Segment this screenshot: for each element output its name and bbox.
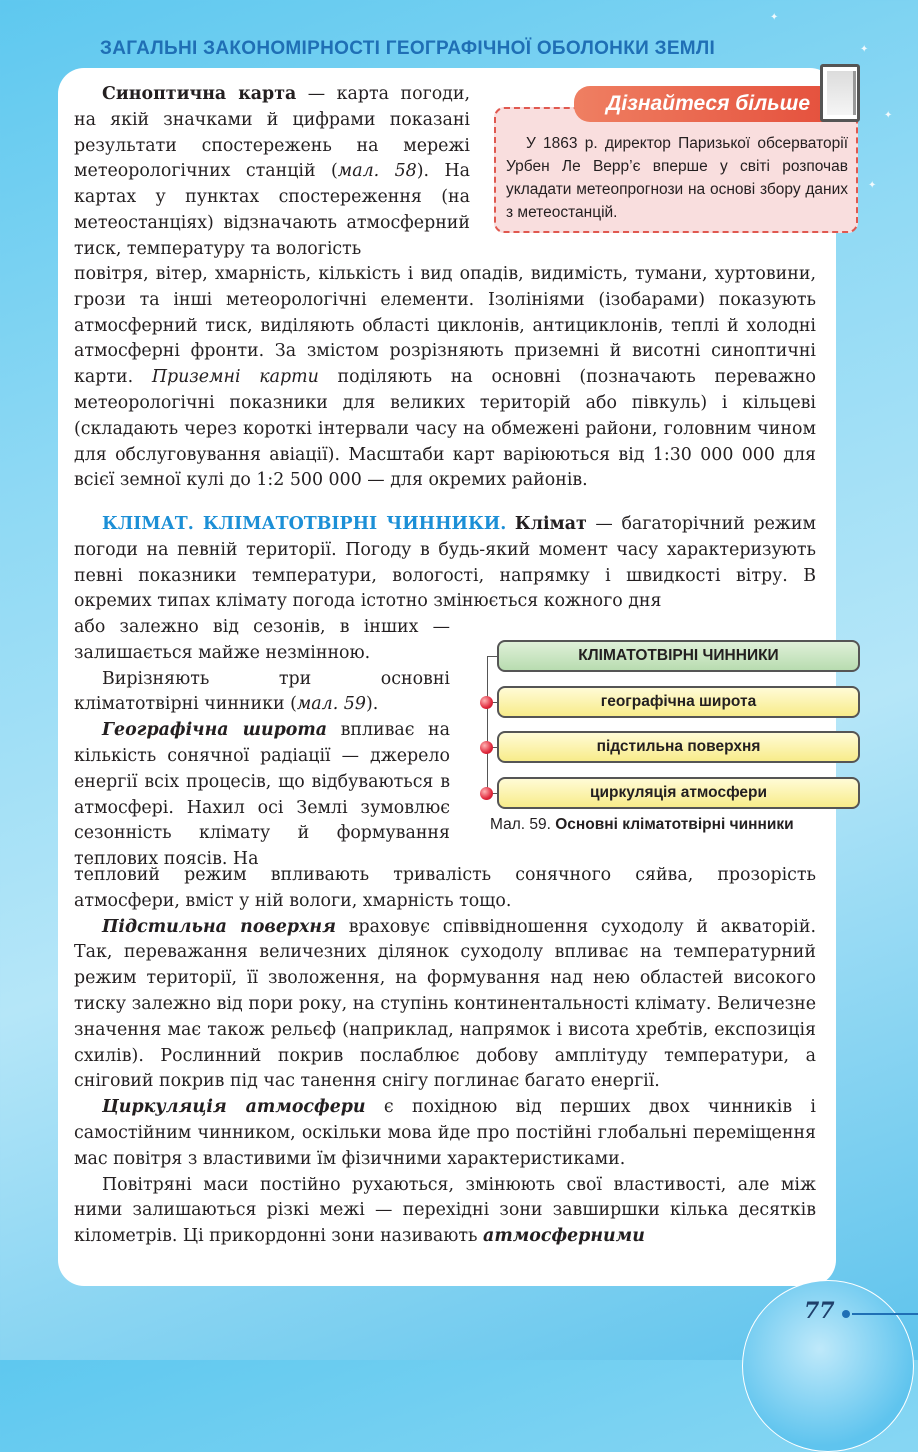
diagram-head: КЛІМАТОТВІРНІ ЧИННИКИ bbox=[497, 640, 860, 672]
star-icon: ✦ bbox=[770, 12, 779, 23]
term-latitude: Географічна широта bbox=[102, 720, 328, 741]
term-synoptic-map: Синоптична карта bbox=[102, 84, 297, 104]
paragraph-climate bbox=[74, 512, 816, 615]
bullet-dot-icon bbox=[480, 696, 493, 709]
text-span: Вирізняють три основні кліматотвірні чинники ( bbox=[74, 668, 450, 715]
text-span: Повітряні маси постійно рухаються, змінюють свої властивості, але між ними залишаються різкі межі — перехідні зони завширшки кілька десятків кілометрів. Ці прикордонні зони називають bbox=[74, 1174, 816, 1247]
bullet-dot-icon bbox=[480, 741, 493, 754]
text-span: ). На картах у пунктах спостереження (на метеостанціях) відзначають атмосферний тиск, температуру та вологість bbox=[74, 161, 471, 259]
star-icon: ✦ bbox=[884, 110, 893, 121]
paragraph-latitude bbox=[74, 718, 450, 873]
text-span: враховує співвідношення суходолу й акваторій. Так, переважання величезних ділянок суходолу впливає на температурний режим території, її зволоження, на формування над нею областей високого тиску залежно від пори року, на ступінь континентальності клімату. Величезне значення має також рельєф (наприклад, напрямок і висота хребтів, експозиція схилів). Рослинний покрив послаблює добову амплітуду температури, а сніговий покрив під час танення снігу поглинає багато енергії. bbox=[74, 916, 816, 1092]
text-span: — багаторічний режим погоди на певній території. Погоду в будь-який момент часу характеризують певні показники температури, вологості, напрямку і швидкості вітру. В окремих типах клімату погода істотно змінюється кожного дня bbox=[74, 514, 817, 612]
star-icon: ✦ bbox=[868, 180, 877, 191]
paragraph-air-masses bbox=[74, 1173, 816, 1250]
paragraph-latitude-cont: тепловий режим впливають тривалість сонячного сяйва, прозорість атмосфери, вміст у ній вологи, хмарність тощо. bbox=[74, 865, 816, 911]
text-span: — карта погоди, на якій значками й цифрами показані результати спостережень на мережі метеорологічних станцій ( bbox=[74, 84, 470, 182]
bullet-dot-icon bbox=[480, 787, 493, 800]
term-circulation: Циркуляція атмосфери bbox=[102, 1097, 366, 1118]
bookmark-icon bbox=[820, 64, 860, 122]
paragraph-climate-end: або залежно від сезонів, в інших — залишається майже незмінною. bbox=[74, 617, 450, 663]
figure-ref: мал. 59 bbox=[296, 694, 366, 715]
term-climate: Клімат bbox=[514, 514, 587, 534]
info-box-title: Дізнайтеся більше bbox=[574, 86, 824, 122]
paragraph-three-factors bbox=[74, 667, 450, 719]
caption-prefix: Мал. 59. bbox=[490, 816, 551, 833]
running-header: ЗАГАЛЬНІ ЗАКОНОМІРНОСТІ ГЕОГРАФІЧНОЇ ОБОЛОНКИ ЗЕМЛІ bbox=[100, 38, 716, 59]
term-underlying-surface: Підстильна поверхня bbox=[102, 916, 336, 937]
diagram-item: циркуляція атмосфери bbox=[497, 777, 860, 809]
text-span: повітря, вітер, хмарність, кількість і вид опадів, видимість, тумани, хуртовини, грози та інші метеорологічні елементи. Ізолініями (ізобарами) показують атмосферний тиск, виділяють області циклонів, антициклонів, теплі й холодні атмосферні фронти. За змістом розрізняють приземні й висотні синоптичні карти. bbox=[74, 264, 816, 388]
text-span: поділяють на основні (позначають переважно метеорологічні показники для великих територій або півкуль) і кільцеві (складають через короткі інтервали часу на обмежені райони, головним чином для обслуговування авіації). Масштаби карт варіюються від 1:30 000 000 для всієї земної кулі до 1:2 500 000 — для окремих районів. bbox=[74, 367, 816, 491]
full-column bbox=[74, 863, 816, 1250]
diagram-connector bbox=[487, 656, 500, 797]
term-atmospheric: атмосферними bbox=[483, 1226, 645, 1247]
text-span: впливає на кількість сонячної радіації — джерело енергії всіх процесів, що відбуваються в атмосфері. Нахил осі Землі зумовлює сезонність клімату й формування теплових поясів. На bbox=[74, 720, 451, 870]
page-number: 77 bbox=[804, 1298, 835, 1324]
text-span: є похідною від перших двох чинників і самостійним чинником, оскільки мова йде про постійні глобальні переміщення мас повітря з властивими їм фізичними характеристиками. bbox=[74, 1097, 816, 1169]
caption-title: Основні кліматотвірні чинники bbox=[555, 816, 794, 833]
paragraph-circulation bbox=[74, 1095, 816, 1172]
figure-ref: мал. 58 bbox=[337, 161, 417, 182]
star-icon: ✦ bbox=[860, 44, 869, 55]
info-box-text: У 1863 р. директор Паризької обсерваторії Урбен Ле Верр’є вперше у світі розпочав укладати метеопрогнози на основі збору даних з метеостанцій. bbox=[506, 135, 848, 221]
term-surface-maps: Приземні карти bbox=[151, 367, 319, 388]
diagram-item: підстильна поверхня bbox=[497, 731, 860, 763]
page-number-line bbox=[852, 1313, 918, 1315]
paragraph-synoptic-map-body bbox=[74, 262, 816, 494]
diagram-item: географічна широта bbox=[497, 686, 860, 718]
paragraph-underlying-surface bbox=[74, 915, 816, 1096]
figure-caption bbox=[490, 816, 870, 834]
left-column bbox=[74, 615, 450, 873]
text-span: ). bbox=[365, 694, 379, 715]
paragraph-synoptic-map-intro bbox=[74, 82, 470, 263]
page-number-dot bbox=[842, 1310, 850, 1318]
section-heading: КЛІМАТ. КЛІМАТОТВІРНІ ЧИННИКИ. bbox=[102, 514, 507, 534]
